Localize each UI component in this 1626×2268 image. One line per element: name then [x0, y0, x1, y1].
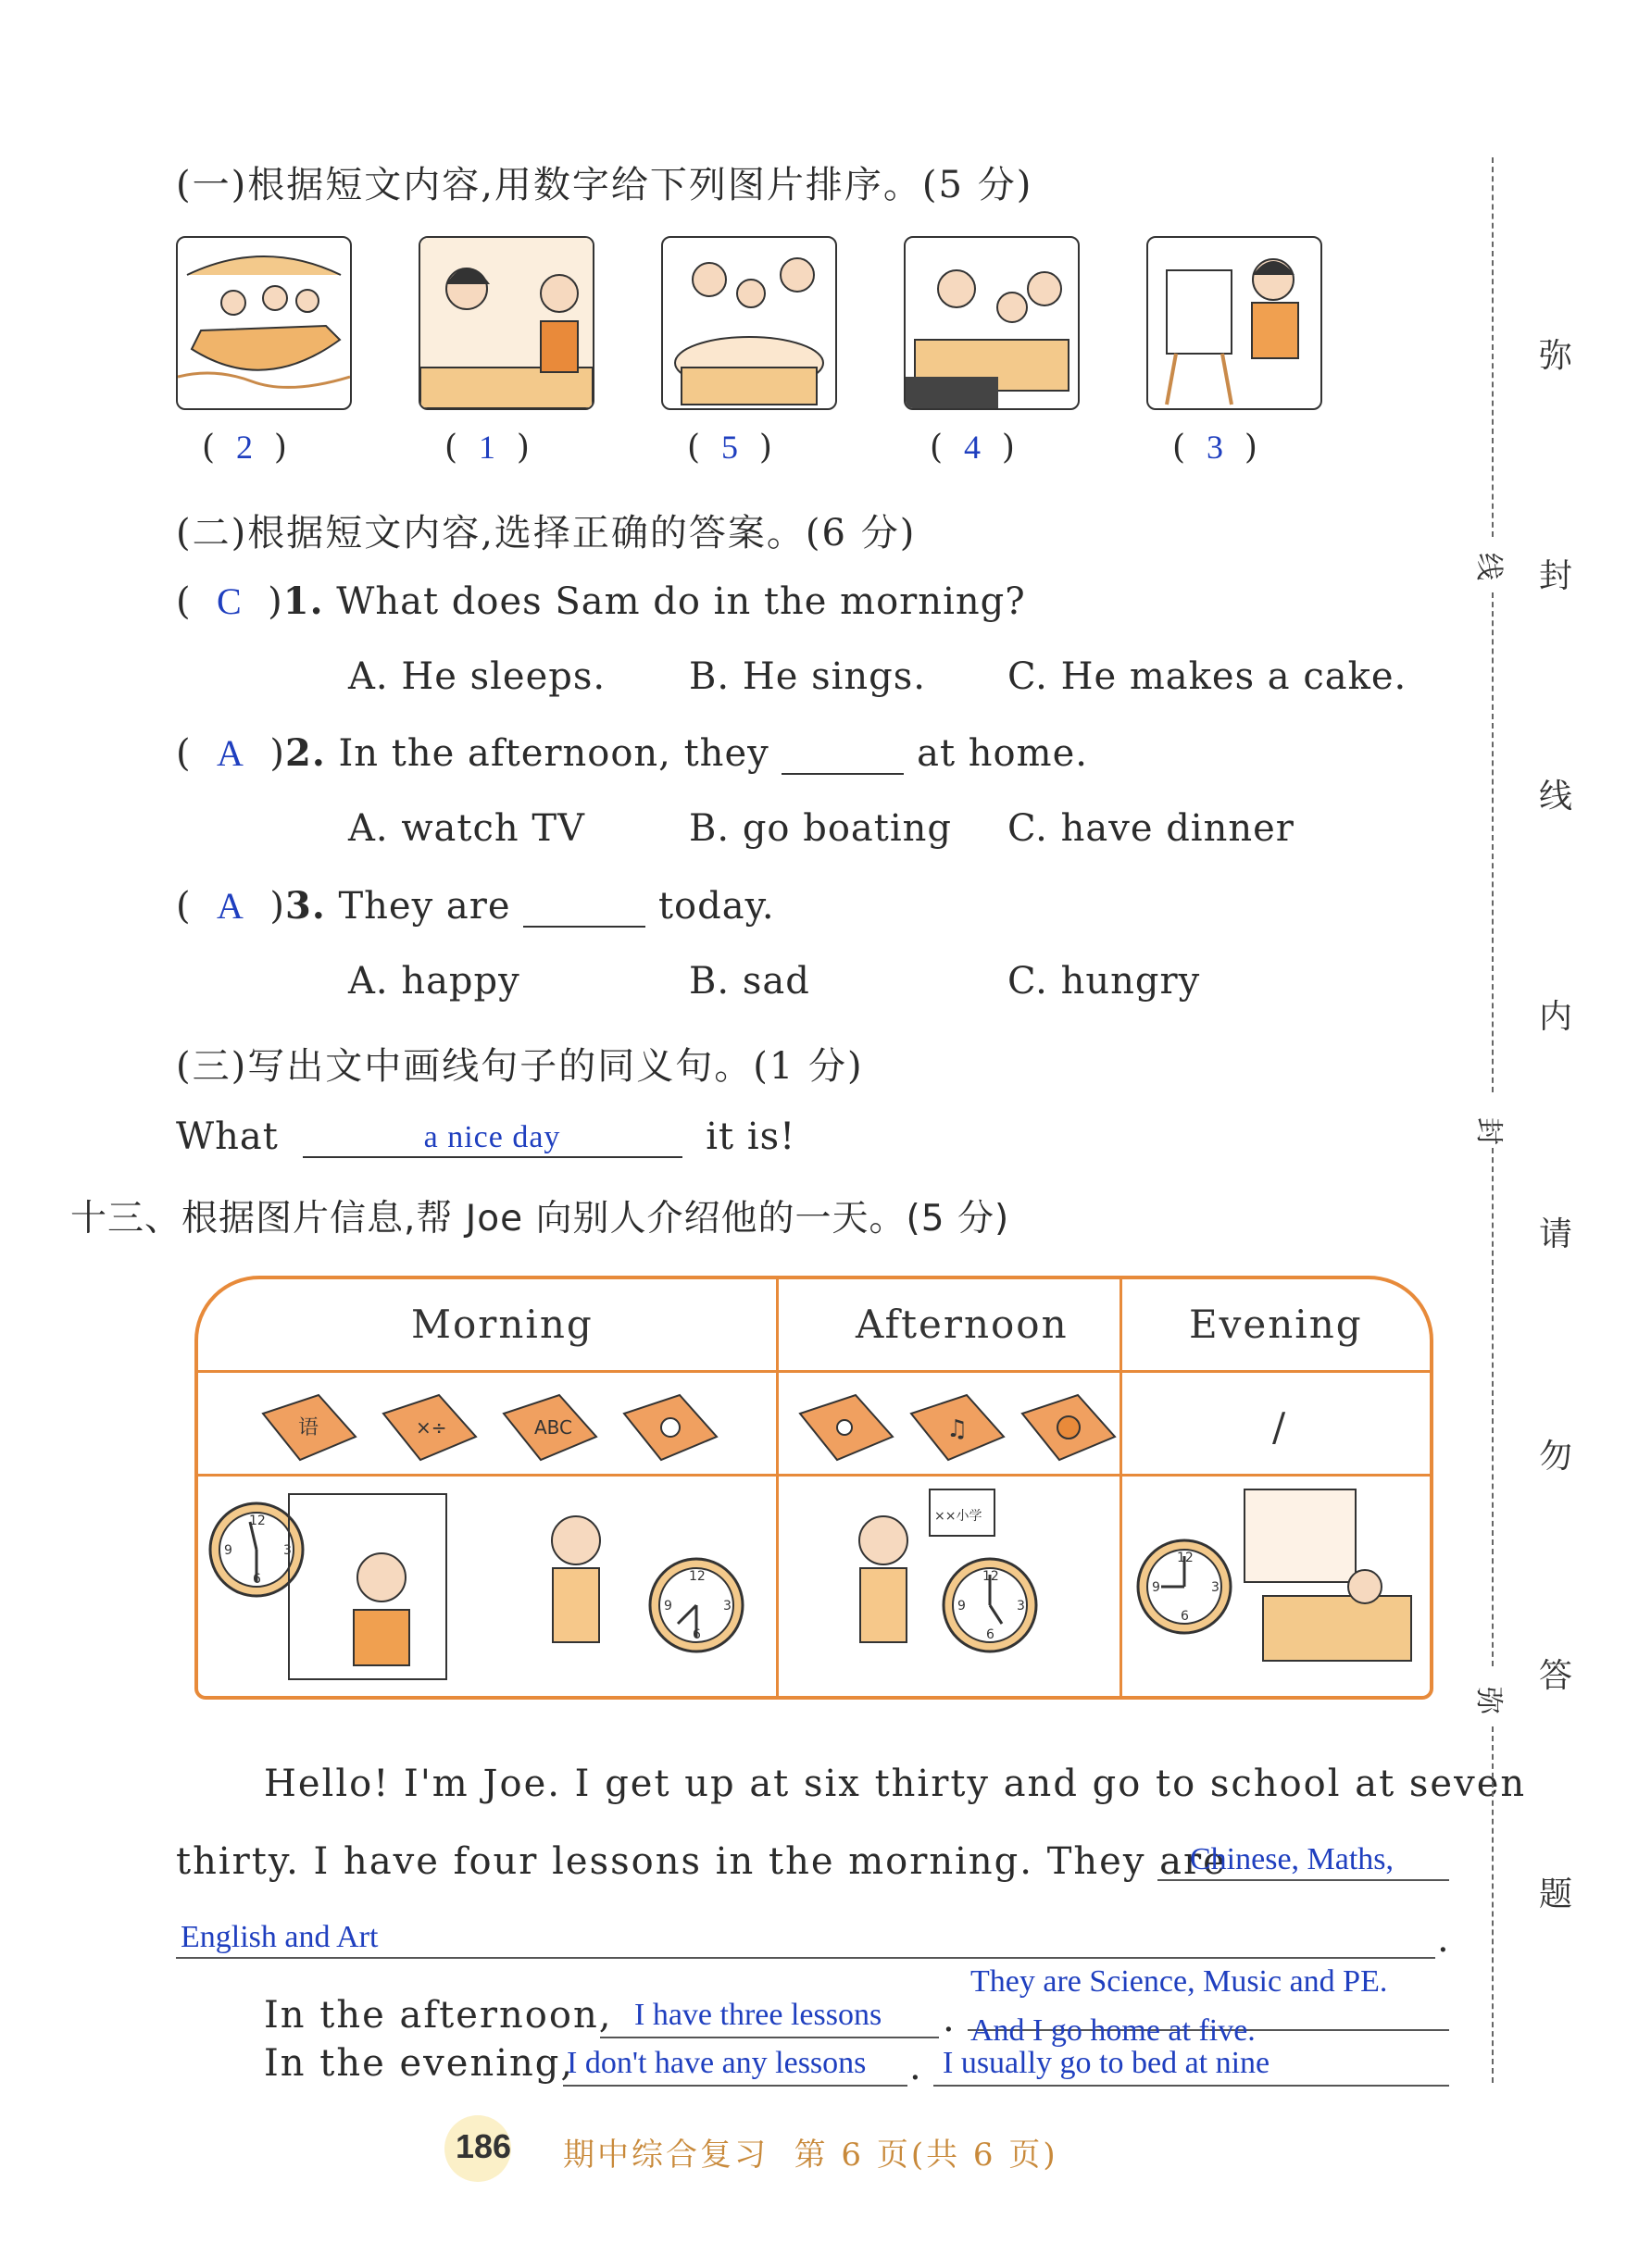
answer-2: A: [217, 732, 244, 774]
answer-morning-lessons-a: Chinese, Maths,: [1190, 1842, 1395, 1876]
synonym-sentence: What a nice day it is!: [176, 1115, 796, 1158]
answer-evening-1: I don't have any lessons: [567, 2046, 867, 2080]
art-book-icon: [624, 1395, 717, 1460]
answer-evening-2: I usually go to bed at nine: [943, 2046, 1270, 2080]
margin-char-1: 弥: [1539, 337, 1573, 375]
margin-char-6: 勿: [1539, 1438, 1573, 1476]
svg-text:×÷: ×÷: [416, 1416, 447, 1439]
morning-books: [254, 1386, 772, 1469]
section13-title: 十三、根据图片信息,帮 Joe 向别人介绍他的一天。(5 分): [70, 1198, 1010, 1240]
evening-scene: [1124, 1485, 1420, 1689]
margin-char-4: 内: [1539, 998, 1573, 1036]
period-3: .: [909, 2046, 923, 2088]
option-3b: B. sad: [689, 960, 810, 1003]
margin-line-char-1: 线: [1472, 553, 1505, 580]
header-morning: Morning: [411, 1302, 594, 1347]
svg-text:3: 3: [283, 1543, 292, 1558]
svg-text:6: 6: [1181, 1609, 1189, 1624]
svg-text:12: 12: [689, 1569, 706, 1584]
answer-afternoon-3: And I go home at five.: [970, 2013, 1256, 2048]
svg-text:9: 9: [1152, 1580, 1160, 1595]
music-book-icon: [911, 1395, 1004, 1460]
paragraph-line-afternoon: In the afternoon,: [264, 1994, 613, 2037]
svg-text:3: 3: [723, 1599, 732, 1614]
header-evening: Evening: [1189, 1302, 1363, 1347]
answer-afternoon-1: I have three lessons: [634, 1998, 882, 2032]
svg-text:6: 6: [986, 1627, 994, 1642]
answer-3: A: [217, 885, 244, 927]
option-1b: B. He sings.: [689, 655, 927, 698]
afternoon-scene: [791, 1485, 1115, 1689]
paragraph-line-1: Hello! I'm Joe. I get up at six thirty and go to school at seven: [264, 1763, 1527, 1805]
picture-painting: [1146, 236, 1322, 410]
picture-dinner: [661, 236, 837, 410]
option-1a: A. He sleeps.: [348, 655, 607, 698]
section3-title: (三)写出文中画线句子的同义句。(1 分): [176, 1045, 864, 1088]
option-2b: B. go boating: [689, 807, 952, 850]
maths-book-icon: [383, 1395, 476, 1460]
order-answer-3: ( 5 ): [687, 429, 772, 467]
english-book-icon: [504, 1395, 596, 1460]
synonym-answer: a nice day: [423, 1120, 561, 1154]
margin-line-char-2: 封: [1472, 1117, 1505, 1145]
svg-text:3: 3: [1211, 1580, 1220, 1595]
svg-text:ABC: ABC: [534, 1416, 573, 1439]
schedule-table: [194, 1276, 1433, 1700]
margin-char-5: 请: [1539, 1215, 1573, 1253]
pe-book-icon: [1022, 1395, 1115, 1460]
svg-text:9: 9: [664, 1599, 672, 1614]
picture-boating: [176, 236, 352, 410]
svg-text:♫: ♫: [946, 1415, 969, 1443]
option-2a: A. watch TV: [348, 807, 585, 850]
go-to-school-clock-icon: [650, 1559, 743, 1651]
svg-text:3: 3: [1017, 1599, 1025, 1614]
afternoon-books: [791, 1386, 1124, 1469]
svg-text:12: 12: [982, 1569, 999, 1584]
question-2: ( A )2. In the afternoon, they at home.: [176, 731, 1088, 775]
svg-text:12: 12: [1177, 1551, 1194, 1565]
question-3: ( A )3. They are today.: [176, 884, 775, 928]
option-2c: C. have dinner: [1007, 807, 1295, 850]
section1-title: (一)根据短文内容,用数字给下列图片排序。(5 分): [176, 164, 1033, 206]
option-3a: A. happy: [348, 960, 520, 1003]
bedtime-clock-icon: [1138, 1540, 1231, 1633]
margin-char-2: 封: [1539, 557, 1573, 595]
margin-line-char-3: 弥: [1472, 1687, 1505, 1714]
margin-char-8: 题: [1539, 1875, 1573, 1913]
svg-text:9: 9: [957, 1599, 966, 1614]
option-1c: C. He makes a cake.: [1007, 655, 1407, 698]
go-home-clock-icon: [944, 1559, 1036, 1651]
order-answer-4: ( 4 ): [930, 429, 1015, 467]
order-answer-5: ( 3 ): [1172, 429, 1257, 467]
svg-text:语: 语: [298, 1416, 319, 1439]
margin-char-7: 答: [1539, 1657, 1573, 1695]
option-3c: C. hungry: [1007, 960, 1201, 1003]
svg-text:9: 9: [224, 1543, 232, 1558]
school-sign: ××小学: [934, 1509, 982, 1524]
evening-no-lessons: /: [1272, 1404, 1288, 1450]
picture-breakfast-bed: [419, 236, 594, 410]
morning-scene: [206, 1485, 770, 1689]
page-number: 186: [456, 2127, 512, 2165]
footer-text: 期中综合复习 第 6 页(共 6 页): [563, 2137, 1058, 2174]
paragraph-line-2: thirty. I have four lessons in the morning. They are: [176, 1840, 1227, 1883]
svg-text:12: 12: [249, 1514, 266, 1528]
period-1: .: [1437, 1918, 1451, 1961]
chinese-book-icon: [263, 1395, 356, 1460]
answer-morning-lessons-b: English and Art: [181, 1920, 379, 1954]
question-1: ( C )1. What does Sam do in the morning?: [176, 579, 1026, 623]
header-afternoon: Afternoon: [856, 1302, 1069, 1347]
order-answer-2: ( 1 ): [444, 429, 530, 467]
section2-title: (二)根据短文内容,选择正确的答案。(6 分): [176, 512, 917, 555]
picture-watch-tv: [904, 236, 1080, 410]
science-book-icon: [800, 1395, 893, 1460]
margin-char-3: 线: [1539, 778, 1573, 816]
paragraph-line-evening: In the evening,: [264, 2042, 575, 2085]
answer-1: C: [217, 580, 243, 622]
period-2: .: [943, 1998, 957, 2040]
order-answer-1: ( 2 ): [202, 429, 287, 467]
svg-text:6: 6: [693, 1627, 701, 1642]
svg-text:6: 6: [253, 1572, 261, 1587]
answer-afternoon-2: They are Science, Music and PE.: [970, 1964, 1388, 1999]
